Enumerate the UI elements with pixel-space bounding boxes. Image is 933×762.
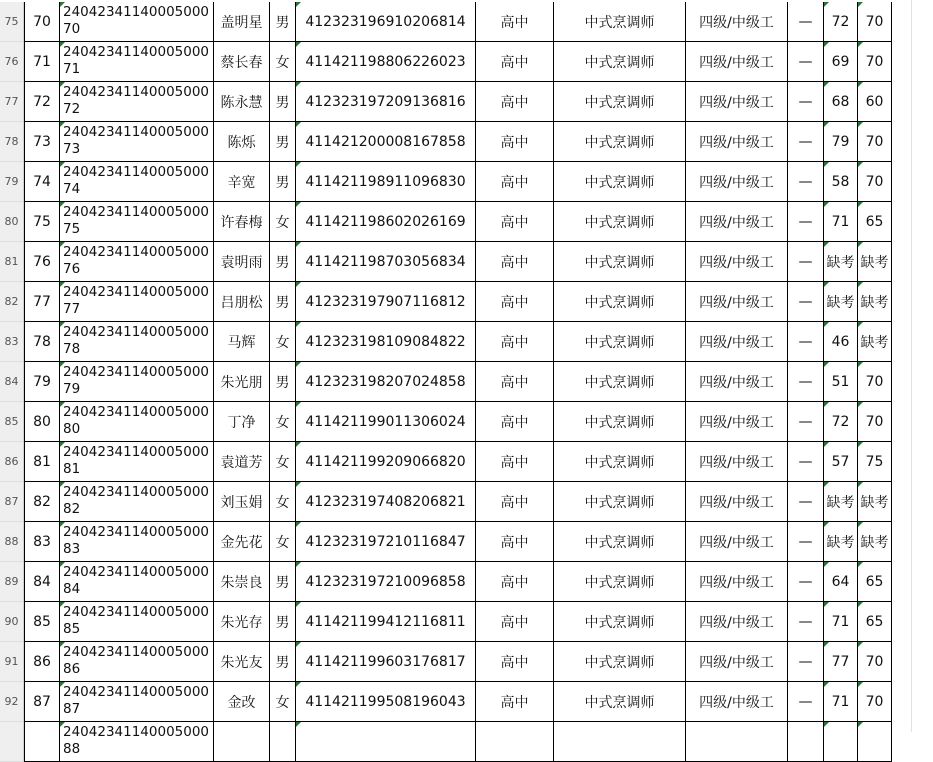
level-cell[interactable]: 四级/中级工 — [686, 122, 788, 162]
occupation-cell[interactable]: 中式烹调师 — [554, 442, 686, 482]
occupation-cell[interactable]: 中式烹调师 — [554, 42, 686, 82]
education-cell[interactable]: 高中 — [476, 42, 554, 82]
mark-cell[interactable]: — — [788, 2, 824, 42]
sex-cell[interactable]: 女 — [270, 522, 296, 562]
theory-score-cell[interactable]: 64 — [824, 562, 858, 602]
education-cell[interactable]: 高中 — [476, 82, 554, 122]
seq-cell[interactable]: 78 — [24, 322, 60, 362]
name-cell[interactable]: 许春梅 — [214, 202, 270, 242]
occupation-cell[interactable]: 中式烹调师 — [554, 82, 686, 122]
practice-score-cell[interactable]: 70 — [858, 362, 892, 402]
mark-cell[interactable]: — — [788, 322, 824, 362]
occupation-cell[interactable]: 中式烹调师 — [554, 402, 686, 442]
education-cell[interactable]: 高中 — [476, 362, 554, 402]
seq-cell[interactable]: 74 — [24, 162, 60, 202]
level-cell[interactable] — [686, 722, 788, 762]
exam-number-cell[interactable]: 2404234114000500083 — [60, 522, 214, 562]
row-header[interactable]: 78 — [0, 122, 24, 162]
name-cell[interactable]: 金改 — [214, 682, 270, 722]
sex-cell[interactable]: 男 — [270, 2, 296, 42]
practice-score-cell[interactable]: 缺考 — [858, 242, 892, 282]
exam-number-cell[interactable]: 2404234114000500086 — [60, 642, 214, 682]
row-header[interactable]: 85 — [0, 402, 24, 442]
sex-cell[interactable]: 女 — [270, 42, 296, 82]
seq-cell[interactable]: 86 — [24, 642, 60, 682]
practice-score-cell[interactable]: 70 — [858, 122, 892, 162]
seq-cell[interactable]: 77 — [24, 282, 60, 322]
level-cell[interactable]: 四级/中级工 — [686, 362, 788, 402]
level-cell[interactable]: 四级/中级工 — [686, 602, 788, 642]
id-number-cell[interactable]: 412323197210096858 — [296, 562, 476, 602]
occupation-cell[interactable]: 中式烹调师 — [554, 602, 686, 642]
exam-number-cell[interactable]: 2404234114000500075 — [60, 202, 214, 242]
exam-number-cell[interactable]: 2404234114000500082 — [60, 482, 214, 522]
row-header[interactable]: 83 — [0, 322, 24, 362]
theory-score-cell[interactable]: 72 — [824, 2, 858, 42]
practice-score-cell[interactable]: 缺考 — [858, 482, 892, 522]
exam-number-cell[interactable]: 2404234114000500079 — [60, 362, 214, 402]
practice-score-cell[interactable]: 65 — [858, 562, 892, 602]
exam-number-cell[interactable]: 2404234114000500076 — [60, 242, 214, 282]
name-cell[interactable]: 朱光存 — [214, 602, 270, 642]
occupation-cell[interactable]: 中式烹调师 — [554, 162, 686, 202]
row-header[interactable]: 84 — [0, 362, 24, 402]
level-cell[interactable]: 四级/中级工 — [686, 642, 788, 682]
mark-cell[interactable]: — — [788, 202, 824, 242]
row-header[interactable]: 81 — [0, 242, 24, 282]
theory-score-cell[interactable]: 77 — [824, 642, 858, 682]
name-cell[interactable]: 陈烁 — [214, 122, 270, 162]
name-cell[interactable]: 蔡长春 — [214, 42, 270, 82]
sex-cell[interactable]: 男 — [270, 282, 296, 322]
id-number-cell[interactable]: 412323197907116812 — [296, 282, 476, 322]
level-cell[interactable]: 四级/中级工 — [686, 202, 788, 242]
occupation-cell[interactable]: 中式烹调师 — [554, 562, 686, 602]
exam-number-cell[interactable]: 2404234114000500074 — [60, 162, 214, 202]
id-number-cell[interactable]: 411421199412116811 — [296, 602, 476, 642]
sex-cell[interactable]: 女 — [270, 402, 296, 442]
occupation-cell[interactable]: 中式烹调师 — [554, 122, 686, 162]
mark-cell[interactable]: — — [788, 82, 824, 122]
theory-score-cell[interactable]: 57 — [824, 442, 858, 482]
practice-score-cell[interactable]: 70 — [858, 402, 892, 442]
sex-cell[interactable]: 女 — [270, 682, 296, 722]
education-cell[interactable]: 高中 — [476, 562, 554, 602]
row-header[interactable]: 91 — [0, 642, 24, 682]
row-header[interactable]: 80 — [0, 202, 24, 242]
mark-cell[interactable] — [788, 722, 824, 762]
id-number-cell[interactable]: 412323197209136816 — [296, 82, 476, 122]
occupation-cell[interactable]: 中式烹调师 — [554, 322, 686, 362]
name-cell[interactable]: 朱崇良 — [214, 562, 270, 602]
level-cell[interactable]: 四级/中级工 — [686, 2, 788, 42]
sex-cell[interactable]: 男 — [270, 242, 296, 282]
practice-score-cell[interactable]: 缺考 — [858, 322, 892, 362]
mark-cell[interactable]: — — [788, 522, 824, 562]
mark-cell[interactable]: — — [788, 362, 824, 402]
row-header[interactable]: 87 — [0, 482, 24, 522]
name-cell[interactable]: 吕朋松 — [214, 282, 270, 322]
mark-cell[interactable]: — — [788, 442, 824, 482]
seq-cell[interactable]: 75 — [24, 202, 60, 242]
mark-cell[interactable]: — — [788, 122, 824, 162]
education-cell[interactable] — [476, 722, 554, 762]
exam-number-cell[interactable]: 2404234114000500073 — [60, 122, 214, 162]
level-cell[interactable]: 四级/中级工 — [686, 82, 788, 122]
id-number-cell[interactable]: 411421200008167858 — [296, 122, 476, 162]
id-number-cell[interactable]: 412323198207024858 — [296, 362, 476, 402]
education-cell[interactable]: 高中 — [476, 2, 554, 42]
seq-cell[interactable]: 76 — [24, 242, 60, 282]
name-cell[interactable]: 金先花 — [214, 522, 270, 562]
exam-number-cell[interactable]: 2404234114000500088 — [60, 722, 214, 762]
education-cell[interactable]: 高中 — [476, 162, 554, 202]
practice-score-cell[interactable]: 60 — [858, 82, 892, 122]
education-cell[interactable]: 高中 — [476, 282, 554, 322]
level-cell[interactable]: 四级/中级工 — [686, 442, 788, 482]
practice-score-cell[interactable]: 65 — [858, 202, 892, 242]
practice-score-cell[interactable]: 缺考 — [858, 282, 892, 322]
exam-number-cell[interactable]: 2404234114000500085 — [60, 602, 214, 642]
name-cell[interactable]: 陈永慧 — [214, 82, 270, 122]
seq-cell[interactable]: 73 — [24, 122, 60, 162]
mark-cell[interactable]: — — [788, 602, 824, 642]
id-number-cell[interactable]: 411421199603176817 — [296, 642, 476, 682]
row-header[interactable]: 86 — [0, 442, 24, 482]
exam-number-cell[interactable]: 2404234114000500077 — [60, 282, 214, 322]
education-cell[interactable]: 高中 — [476, 602, 554, 642]
id-number-cell[interactable]: 412323197408206821 — [296, 482, 476, 522]
education-cell[interactable]: 高中 — [476, 242, 554, 282]
level-cell[interactable]: 四级/中级工 — [686, 162, 788, 202]
level-cell[interactable]: 四级/中级工 — [686, 562, 788, 602]
row-header[interactable]: 82 — [0, 282, 24, 322]
id-number-cell[interactable] — [296, 722, 476, 762]
theory-score-cell[interactable] — [824, 722, 858, 762]
exam-number-cell[interactable]: 2404234114000500080 — [60, 402, 214, 442]
sex-cell[interactable]: 男 — [270, 602, 296, 642]
occupation-cell[interactable] — [554, 722, 686, 762]
seq-cell[interactable]: 85 — [24, 602, 60, 642]
education-cell[interactable]: 高中 — [476, 682, 554, 722]
education-cell[interactable]: 高中 — [476, 442, 554, 482]
name-cell[interactable]: 辛宽 — [214, 162, 270, 202]
level-cell[interactable]: 四级/中级工 — [686, 682, 788, 722]
level-cell[interactable]: 四级/中级工 — [686, 42, 788, 82]
seq-cell[interactable]: 83 — [24, 522, 60, 562]
seq-cell[interactable]: 81 — [24, 442, 60, 482]
id-number-cell[interactable]: 411421199209066820 — [296, 442, 476, 482]
seq-cell[interactable]: 84 — [24, 562, 60, 602]
sex-cell[interactable]: 女 — [270, 202, 296, 242]
sex-cell[interactable]: 男 — [270, 122, 296, 162]
practice-score-cell[interactable]: 70 — [858, 162, 892, 202]
level-cell[interactable]: 四级/中级工 — [686, 522, 788, 562]
row-header[interactable] — [0, 722, 24, 762]
empty-column[interactable] — [892, 0, 912, 732]
name-cell[interactable]: 刘玉娟 — [214, 482, 270, 522]
seq-cell[interactable]: 72 — [24, 82, 60, 122]
mark-cell[interactable]: — — [788, 562, 824, 602]
sex-cell[interactable]: 男 — [270, 162, 296, 202]
education-cell[interactable]: 高中 — [476, 642, 554, 682]
theory-score-cell[interactable]: 71 — [824, 682, 858, 722]
sex-cell[interactable]: 男 — [270, 642, 296, 682]
theory-score-cell[interactable]: 72 — [824, 402, 858, 442]
row-header[interactable]: 75 — [0, 2, 24, 42]
theory-score-cell[interactable]: 缺考 — [824, 242, 858, 282]
theory-score-cell[interactable]: 缺考 — [824, 482, 858, 522]
sex-cell[interactable]: 女 — [270, 322, 296, 362]
seq-cell[interactable]: 80 — [24, 402, 60, 442]
name-cell[interactable] — [214, 722, 270, 762]
occupation-cell[interactable]: 中式烹调师 — [554, 642, 686, 682]
occupation-cell[interactable]: 中式烹调师 — [554, 682, 686, 722]
name-cell[interactable]: 丁净 — [214, 402, 270, 442]
practice-score-cell[interactable]: 70 — [858, 642, 892, 682]
practice-score-cell[interactable]: 70 — [858, 2, 892, 42]
occupation-cell[interactable]: 中式烹调师 — [554, 2, 686, 42]
practice-score-cell[interactable]: 65 — [858, 602, 892, 642]
theory-score-cell[interactable]: 69 — [824, 42, 858, 82]
occupation-cell[interactable]: 中式烹调师 — [554, 282, 686, 322]
seq-cell[interactable]: 87 — [24, 682, 60, 722]
sex-cell[interactable]: 男 — [270, 362, 296, 402]
name-cell[interactable]: 朱光朋 — [214, 362, 270, 402]
mark-cell[interactable]: — — [788, 42, 824, 82]
education-cell[interactable]: 高中 — [476, 202, 554, 242]
id-number-cell[interactable]: 411421198703056834 — [296, 242, 476, 282]
level-cell[interactable]: 四级/中级工 — [686, 242, 788, 282]
theory-score-cell[interactable]: 46 — [824, 322, 858, 362]
id-number-cell[interactable]: 411421198911096830 — [296, 162, 476, 202]
row-header[interactable]: 88 — [0, 522, 24, 562]
theory-score-cell[interactable]: 缺考 — [824, 282, 858, 322]
mark-cell[interactable]: — — [788, 482, 824, 522]
id-number-cell[interactable]: 411421199011306024 — [296, 402, 476, 442]
sex-cell[interactable]: 女 — [270, 482, 296, 522]
id-number-cell[interactable]: 411421199508196043 — [296, 682, 476, 722]
row-header[interactable]: 92 — [0, 682, 24, 722]
mark-cell[interactable]: — — [788, 682, 824, 722]
occupation-cell[interactable]: 中式烹调师 — [554, 242, 686, 282]
row-header[interactable]: 89 — [0, 562, 24, 602]
mark-cell[interactable]: — — [788, 282, 824, 322]
row-header[interactable]: 77 — [0, 82, 24, 122]
exam-number-cell[interactable]: 2404234114000500078 — [60, 322, 214, 362]
mark-cell[interactable]: — — [788, 642, 824, 682]
education-cell[interactable]: 高中 — [476, 322, 554, 362]
mark-cell[interactable]: — — [788, 162, 824, 202]
mark-cell[interactable]: — — [788, 242, 824, 282]
id-number-cell[interactable]: 411421198602026169 — [296, 202, 476, 242]
occupation-cell[interactable]: 中式烹调师 — [554, 202, 686, 242]
row-header[interactable]: 76 — [0, 42, 24, 82]
name-cell[interactable]: 朱光友 — [214, 642, 270, 682]
exam-number-cell[interactable]: 2404234114000500070 — [60, 2, 214, 42]
id-number-cell[interactable]: 412323198109084822 — [296, 322, 476, 362]
theory-score-cell[interactable]: 71 — [824, 202, 858, 242]
name-cell[interactable]: 盖明星 — [214, 2, 270, 42]
id-number-cell[interactable]: 412323196910206814 — [296, 2, 476, 42]
sex-cell[interactable] — [270, 722, 296, 762]
sex-cell[interactable]: 女 — [270, 442, 296, 482]
education-cell[interactable]: 高中 — [476, 402, 554, 442]
education-cell[interactable]: 高中 — [476, 122, 554, 162]
seq-cell[interactable]: 79 — [24, 362, 60, 402]
practice-score-cell[interactable]: 70 — [858, 682, 892, 722]
row-header[interactable]: 79 — [0, 162, 24, 202]
row-header[interactable]: 90 — [0, 602, 24, 642]
level-cell[interactable]: 四级/中级工 — [686, 402, 788, 442]
exam-number-cell[interactable]: 2404234114000500081 — [60, 442, 214, 482]
practice-score-cell[interactable] — [858, 722, 892, 762]
education-cell[interactable]: 高中 — [476, 522, 554, 562]
practice-score-cell[interactable]: 75 — [858, 442, 892, 482]
occupation-cell[interactable]: 中式烹调师 — [554, 522, 686, 562]
exam-number-cell[interactable]: 2404234114000500071 — [60, 42, 214, 82]
practice-score-cell[interactable]: 70 — [858, 42, 892, 82]
seq-cell[interactable] — [24, 722, 60, 762]
theory-score-cell[interactable]: 51 — [824, 362, 858, 402]
name-cell[interactable]: 袁明雨 — [214, 242, 270, 282]
theory-score-cell[interactable]: 缺考 — [824, 522, 858, 562]
name-cell[interactable]: 袁道芳 — [214, 442, 270, 482]
practice-score-cell[interactable]: 缺考 — [858, 522, 892, 562]
id-number-cell[interactable]: 412323197210116847 — [296, 522, 476, 562]
theory-score-cell[interactable]: 68 — [824, 82, 858, 122]
exam-number-cell[interactable]: 2404234114000500084 — [60, 562, 214, 602]
seq-cell[interactable]: 70 — [24, 2, 60, 42]
mark-cell[interactable]: — — [788, 402, 824, 442]
occupation-cell[interactable]: 中式烹调师 — [554, 362, 686, 402]
theory-score-cell[interactable]: 58 — [824, 162, 858, 202]
sex-cell[interactable]: 男 — [270, 82, 296, 122]
seq-cell[interactable]: 71 — [24, 42, 60, 82]
occupation-cell[interactable]: 中式烹调师 — [554, 482, 686, 522]
sex-cell[interactable]: 男 — [270, 562, 296, 602]
exam-number-cell[interactable]: 2404234114000500087 — [60, 682, 214, 722]
name-cell[interactable]: 马辉 — [214, 322, 270, 362]
exam-number-cell[interactable]: 2404234114000500072 — [60, 82, 214, 122]
level-cell[interactable]: 四级/中级工 — [686, 282, 788, 322]
id-number-cell[interactable]: 411421198806226023 — [296, 42, 476, 82]
theory-score-cell[interactable]: 71 — [824, 602, 858, 642]
level-cell[interactable]: 四级/中级工 — [686, 482, 788, 522]
theory-score-cell[interactable]: 79 — [824, 122, 858, 162]
level-cell[interactable]: 四级/中级工 — [686, 322, 788, 362]
seq-cell[interactable]: 82 — [24, 482, 60, 522]
education-cell[interactable]: 高中 — [476, 482, 554, 522]
